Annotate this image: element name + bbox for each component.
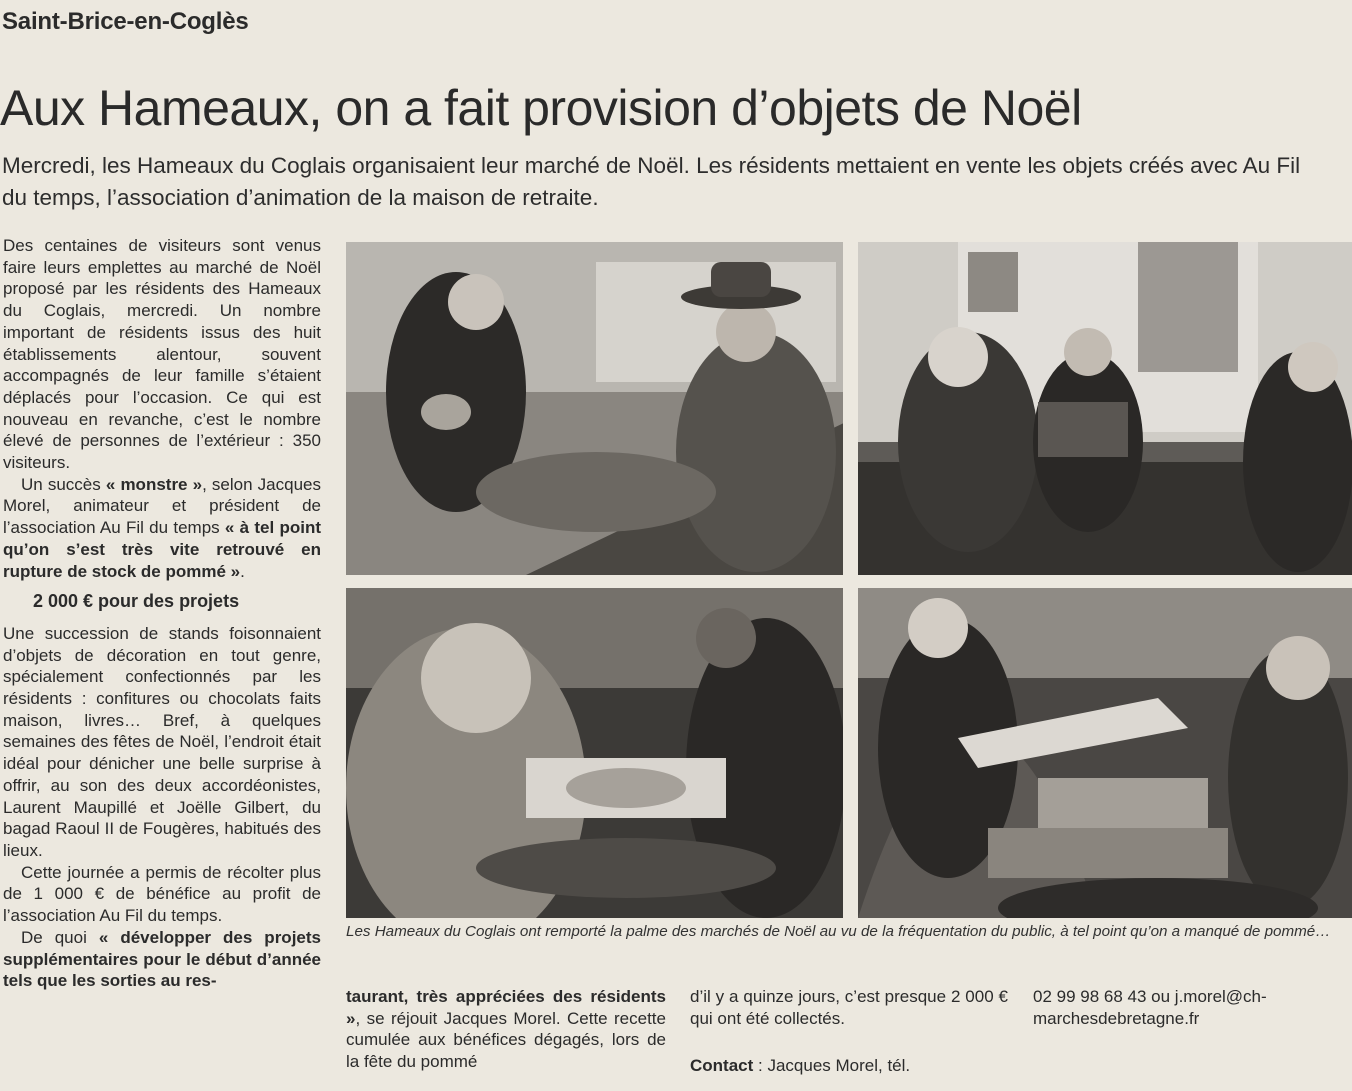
photo-market-stall: [346, 242, 843, 575]
section-label: Saint-Brice-en-Coglès: [2, 8, 249, 35]
headline: Aux Hameaux, on a fait provision d’objets de Noël: [0, 80, 1082, 136]
quote: « à tel point qu’on s’est très vite retrouvé en rupture de stock de pommé »: [3, 518, 321, 581]
quote: « monstre »: [105, 474, 203, 494]
text-run: : Jacques Morel, tél.: [753, 1056, 911, 1076]
text-run: De quoi: [21, 927, 99, 947]
paragraph: Des centaines de visiteurs sont venus faire leurs emplettes au marché de Noël proposé par les résidents des Hameaux du Coglais, mercredi. Un nombre important de résidents issus des huit établissements alentour, souvent accompagnés de leur famille s’étaient déplacés pour l’occasion. Ce qui est nouveau en revanche, c’est le nombre élevé de personnes de l’extérieur : 350 visiteurs.: [3, 236, 321, 473]
article-column-2: [346, 986, 666, 1073]
article-column-4: [1033, 986, 1351, 1029]
paragraph: Une succession de stands foisonnaient d’objets de décoration en tout genre, spécialement confectionnés par les résidents : confitures ou chocolats faits maison, livres… Bref, à quelques semaines des fêtes de Noël, l’endroit était idéal pour dénicher une belle surprise à offrir, au son des deux accordéonistes, Laurent Maupillé et Joëlle Gilbert, du bagad Raoul II de Fougères, habitués des lieux.: [3, 623, 321, 860]
paragraph: [3, 927, 321, 992]
quote: « développer des projets supplémentaires pour le début d’année tels que les sorties au res-: [3, 927, 321, 991]
photo-caption: Les Hameaux du Coglais ont remporté la palme des marchés de Noël au vu de la fréquentation du public, à tel point qu’on a manqué de pommé…: [346, 923, 1331, 940]
article-column-3: [690, 986, 1008, 1077]
contact-line: [690, 1055, 1008, 1077]
subheading: 2 000 € pour des projets: [33, 591, 240, 612]
paragraph: d’il y a quinze jours, c’est presque 2 000 € qui ont été collectés.: [690, 987, 1008, 1028]
photo-grid: [346, 242, 1352, 918]
text-run: , selon Jacques Morel, animateur et président de l’association Au Fil du temps: [3, 474, 321, 538]
text-run: Un succès: [21, 474, 106, 494]
text-run: , se réjouit Jacques Morel. Cette recette cumulée aux bénéfices dégagés, lors de la fête du pommé: [346, 1008, 666, 1072]
photo-browsing-items: [346, 588, 843, 918]
paragraph: Cette journée a permis de récolter plus de 1 000 € de bénéfice au profit de l’association Au Fil du temps.: [3, 862, 321, 926]
photo-cake-stand: [858, 588, 1352, 918]
paragraph: 02 99 98 68 43 ou j.morel@ch-marchesdebretagne.fr: [1033, 987, 1267, 1028]
quote: taurant, très appréciées des résidents »: [346, 987, 666, 1028]
standfirst: Mercredi, les Hameaux du Coglais organisaient leur marché de Noël. Les résidents mettaient en vente les objets créés avec Au Fil du temps, l’association d’animation de la maison de retraite.: [2, 153, 1301, 210]
paragraph: [346, 986, 666, 1073]
paragraph: [3, 474, 321, 583]
photo-accordion-players: [858, 242, 1352, 575]
contact-label: Contact: [690, 1056, 754, 1076]
text-run: .: [240, 561, 245, 581]
article-column-1: [3, 235, 321, 992]
